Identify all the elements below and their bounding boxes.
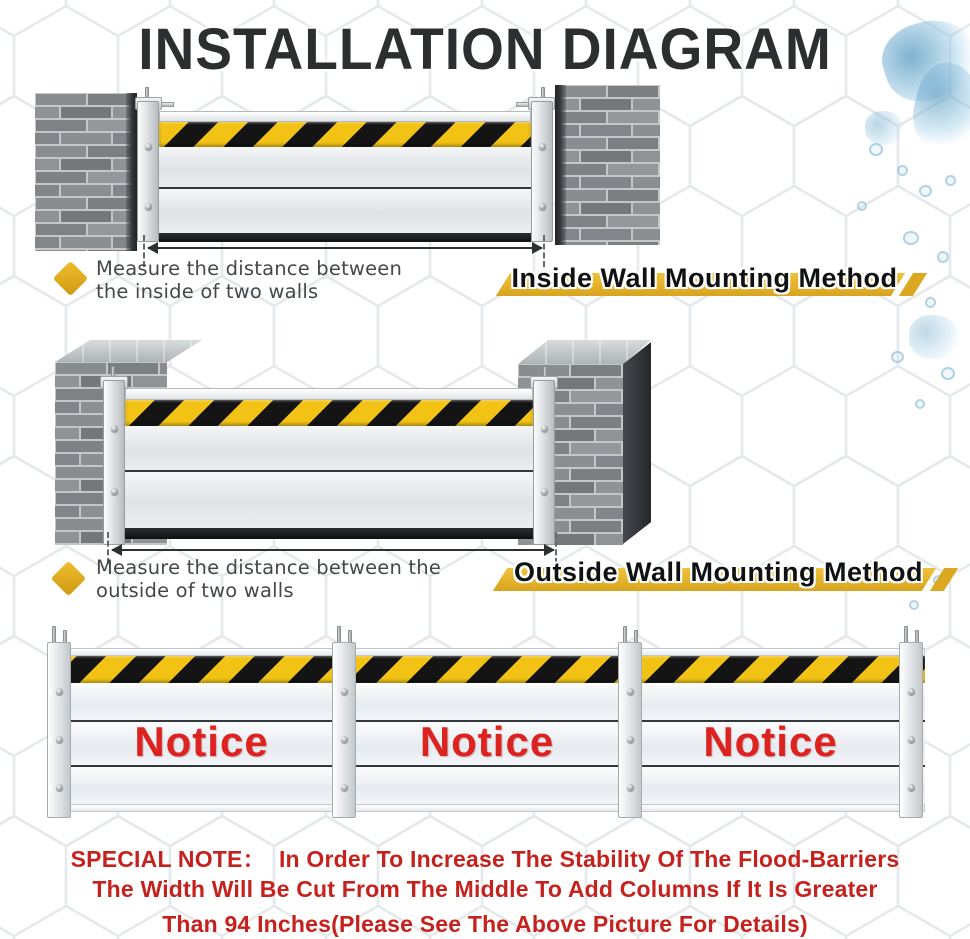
post-screw [908, 688, 915, 695]
barrier-panel [125, 472, 533, 528]
barrier-column [332, 642, 356, 818]
barrier-top-rail [47, 648, 925, 656]
flood-barrier-assembled [35, 618, 935, 828]
post-screw [56, 736, 63, 743]
pillar-side-face [623, 342, 651, 544]
inside-method-label: Inside Wall Mounting Method [511, 263, 898, 293]
post-screw [145, 203, 152, 210]
post-screw [541, 425, 548, 432]
pillar-inner-edge [126, 93, 137, 251]
hazard-stripe [159, 122, 531, 147]
outside-measure-caption [96, 556, 466, 602]
pillar-inner-edge [555, 85, 566, 245]
inside-method-banner [497, 263, 912, 297]
barrier-column [618, 642, 642, 818]
post-screw [341, 736, 348, 743]
barrier-panel [125, 426, 533, 470]
caption-line: Measure the distance between [96, 257, 403, 280]
special-note-line: Than 94 Inches(Please See The Above Picture For Details) [162, 911, 808, 937]
brick-pillar-left [35, 93, 137, 251]
post-screw [111, 488, 118, 495]
post-screw [541, 488, 548, 495]
barrier-post-left [103, 380, 125, 545]
barrier-panel [159, 189, 531, 233]
special-note-line: SPECIAL NOTE： In Order To Increase The Stability Of The Flood-Barriers [70, 846, 900, 872]
notice-label: Notice [703, 718, 838, 765]
notice-label: Notice [134, 718, 269, 765]
barrier-post-right [531, 101, 553, 242]
barrier-rubber-seal [159, 233, 531, 242]
barrier-column [47, 642, 71, 818]
page-title: INSTALLATION DIAGRAM [138, 17, 832, 82]
clamp-latch [161, 102, 174, 107]
post-screw [341, 784, 348, 791]
post-screw [56, 688, 63, 695]
special-note-line: The Width Will Be Cut From The Middle To Add Columns If It Is Greater [92, 876, 878, 902]
clamp-latch [516, 102, 529, 107]
post-screw [539, 203, 546, 210]
pillar-top-face [55, 340, 202, 362]
barrier-panel [47, 767, 925, 804]
barrier-top-rail [125, 388, 533, 400]
post-screw [627, 736, 634, 743]
caption-line: outside of two walls [96, 579, 294, 602]
caption-line: Measure the distance between the [96, 556, 442, 579]
post-screw [627, 688, 634, 695]
barrier-post-left [137, 101, 159, 242]
post-screw [145, 143, 152, 150]
barrier-post-right [533, 380, 555, 545]
diagram-inside-mounting [35, 85, 660, 280]
barrier-column [899, 642, 923, 818]
barrier-rubber-seal [125, 528, 533, 539]
barrier-top-rail [159, 111, 531, 122]
caption-line: the inside of two walls [96, 280, 319, 303]
post-screw [627, 784, 634, 791]
water-splash-graphic [845, 15, 970, 625]
outside-method-label: Outside Wall Mounting Method [514, 557, 923, 587]
brick-pillar-right [555, 85, 660, 245]
barrier-bottom-rail [47, 804, 925, 812]
post-screw [908, 784, 915, 791]
hazard-stripe [125, 400, 533, 426]
barrier-panel [47, 683, 925, 720]
outside-method-banner [494, 557, 943, 591]
hazard-stripe [47, 656, 925, 683]
post-screw [341, 688, 348, 695]
inside-measure-caption [96, 257, 426, 303]
post-screw [539, 143, 546, 150]
post-screw [111, 425, 118, 432]
post-screw [908, 736, 915, 743]
barrier-panel [159, 147, 531, 187]
post-screw [56, 784, 63, 791]
notice-label: Notice [419, 718, 555, 765]
diagram-outside-mounting [50, 330, 670, 565]
